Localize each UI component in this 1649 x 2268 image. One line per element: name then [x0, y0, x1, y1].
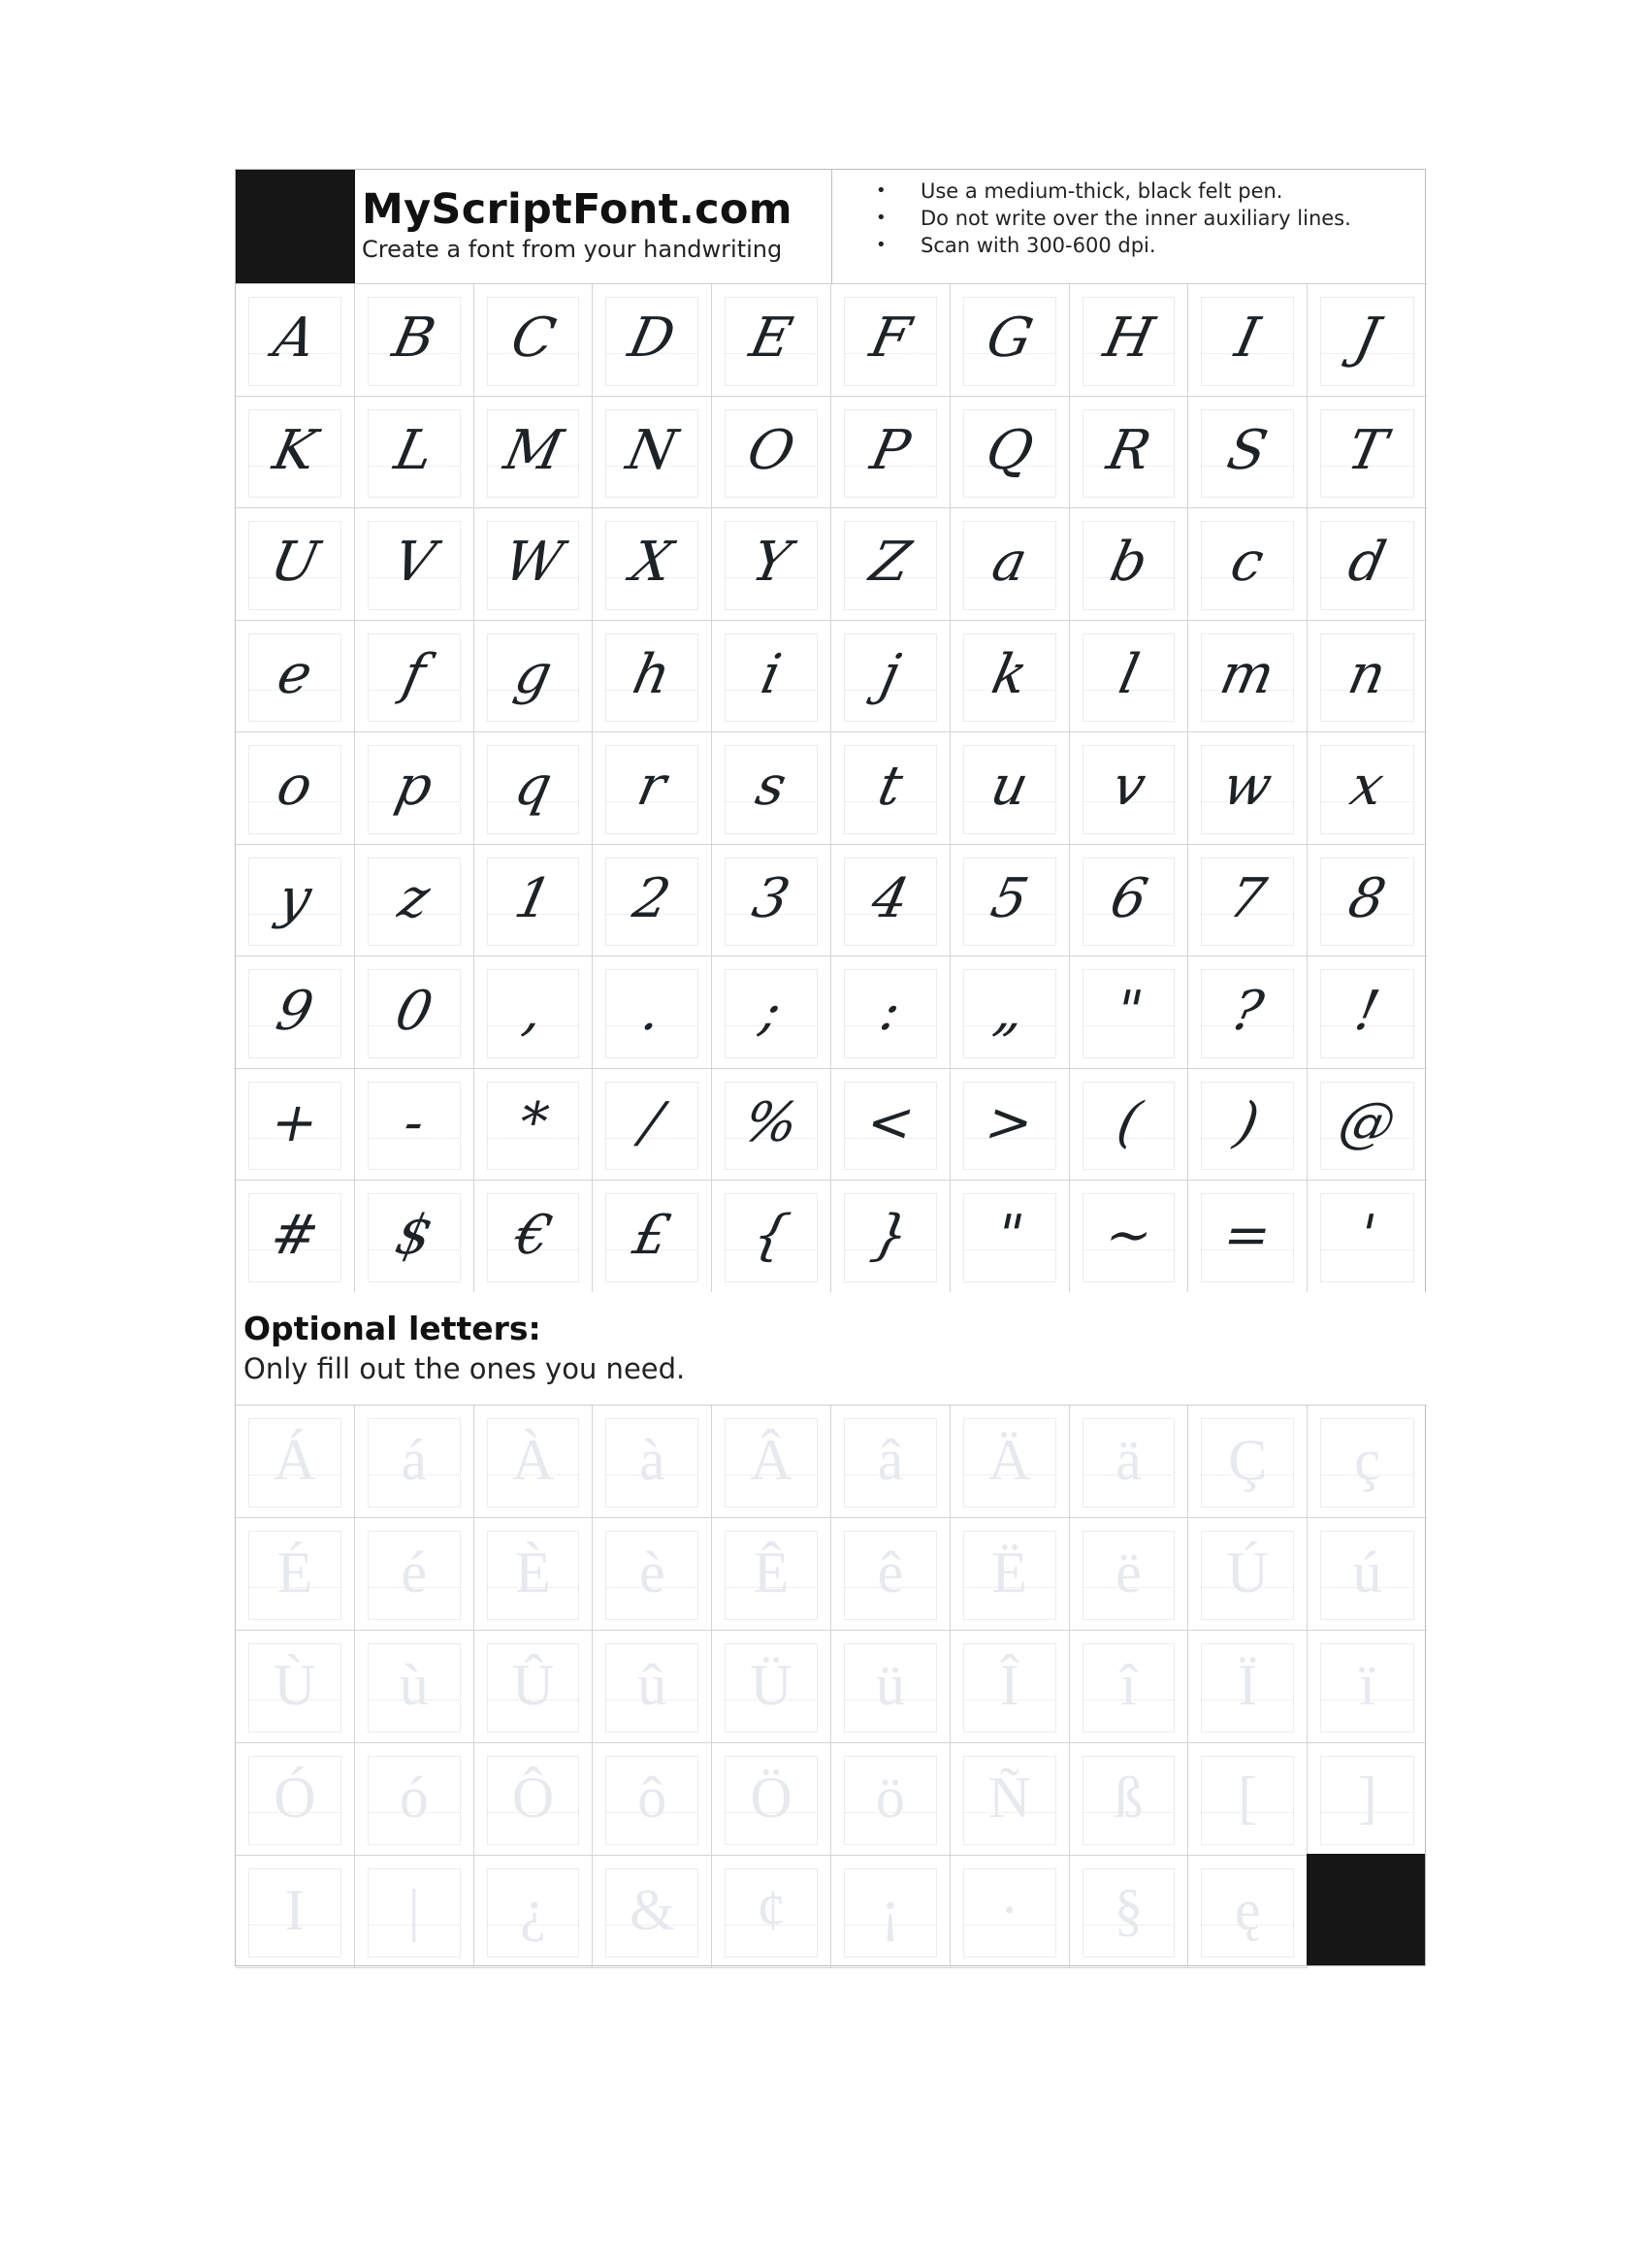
character-cell [1308, 956, 1427, 1069]
optional-character-cell [236, 1743, 355, 1856]
optional-character-cell [831, 1856, 951, 1968]
character-cell [1070, 1069, 1189, 1182]
glyph: k [986, 643, 1033, 707]
character-cell [1070, 1181, 1189, 1293]
character-cell [1188, 956, 1308, 1069]
character-cell [474, 397, 594, 509]
glyph: 0 [389, 979, 438, 1043]
glyph: ( [1111, 1091, 1147, 1155]
character-cell [1308, 845, 1427, 957]
character-cell [1308, 732, 1427, 845]
glyph: - [398, 1091, 431, 1155]
glyph: 2 [628, 867, 677, 931]
glyph: T [1342, 419, 1393, 483]
glyph: C [505, 307, 561, 371]
optional-character-cell [1188, 1743, 1308, 1856]
glyph: d [1342, 531, 1392, 595]
glyph: A [268, 307, 322, 371]
glyph: > [980, 1091, 1040, 1155]
glyph: ü [875, 1652, 905, 1717]
glyph: ô [637, 1765, 667, 1830]
glyph: z [393, 867, 436, 931]
optional-character-cell [831, 1743, 951, 1856]
glyph: É [276, 1539, 313, 1604]
character-cell [951, 397, 1070, 509]
character-cell [1070, 508, 1189, 621]
glyph: % [738, 1091, 804, 1155]
optional-character-cell [951, 1406, 1070, 1518]
optional-character-cell [355, 1518, 474, 1631]
optional-letters-subtitle: Only fill out the ones you need. [243, 1352, 686, 1385]
glyph: ó [399, 1765, 429, 1830]
glyph: û [637, 1652, 667, 1717]
optional-character-cell [951, 1856, 1070, 1968]
instruction-item: • Use a medium-thick, black felt pen. [876, 178, 1351, 205]
character-cell [1188, 508, 1308, 621]
glyph: n [1342, 643, 1392, 707]
optional-character-cell [712, 1631, 831, 1743]
optional-character-cell [1070, 1856, 1189, 1968]
glyph: V [387, 531, 440, 595]
glyph: Ù [274, 1652, 316, 1717]
glyph: Ó [274, 1765, 316, 1830]
glyph: Ñ [988, 1765, 1031, 1830]
glyph: ! [1349, 979, 1385, 1043]
glyph: Ê [753, 1539, 790, 1604]
character-cell [593, 1181, 712, 1293]
character-cell [951, 284, 1070, 397]
optional-character-cell [593, 1518, 712, 1631]
glyph: Y [746, 531, 796, 595]
character-cell [593, 956, 712, 1069]
character-cell [236, 845, 355, 957]
optional-character-cell [474, 1856, 594, 1968]
character-cell [593, 284, 712, 397]
optional-character-cell [1188, 1631, 1308, 1743]
character-cell [831, 1069, 951, 1182]
glyph: ï [1359, 1652, 1375, 1717]
character-cell [831, 397, 951, 509]
character-cell [236, 956, 355, 1069]
character-cell [593, 845, 712, 957]
optional-character-cell [593, 1406, 712, 1518]
optional-character-cell [951, 1631, 1070, 1743]
optional-character-cell [1308, 1743, 1427, 1856]
character-cell [355, 397, 474, 509]
glyph: @ [1333, 1091, 1402, 1155]
character-cell [474, 1181, 594, 1293]
optional-character-cell [712, 1406, 831, 1518]
character-cell [712, 1181, 831, 1293]
glyph: h [628, 643, 677, 707]
instructions-list [876, 178, 1351, 259]
glyph: ~ [1099, 1203, 1158, 1267]
glyph: , [517, 979, 549, 1043]
glyph: x [1344, 755, 1390, 819]
optional-character-cell [593, 1856, 712, 1968]
glyph: [ [1238, 1765, 1258, 1830]
glyph: y [273, 867, 317, 931]
optional-character-cell [1188, 1518, 1308, 1631]
glyph: · [999, 1877, 1019, 1942]
character-cell [712, 621, 831, 733]
glyph: G [981, 307, 1038, 371]
character-cell [236, 621, 355, 733]
optional-character-cell [593, 1743, 712, 1856]
glyph: 3 [747, 867, 795, 931]
optional-character-cell [593, 1631, 712, 1743]
glyph: K [268, 419, 322, 483]
character-cell [831, 732, 951, 845]
glyph: w [1217, 755, 1278, 819]
optional-character-cell [1308, 1631, 1427, 1743]
glyph: i [756, 643, 787, 707]
character-cell [236, 1181, 355, 1293]
glyph: Q [980, 419, 1039, 483]
character-cell [831, 845, 951, 957]
character-cell [474, 732, 594, 845]
optional-character-cell [831, 1631, 951, 1743]
glyph: M [498, 419, 568, 483]
glyph: ¡ [880, 1877, 900, 1942]
character-cell [355, 508, 474, 621]
glyph: ç [1354, 1427, 1380, 1492]
optional-character-cell [355, 1743, 474, 1856]
glyph: " [989, 1203, 1029, 1267]
glyph: a [986, 531, 1033, 595]
character-cell [355, 621, 474, 733]
glyph: p [389, 755, 438, 819]
character-cell [474, 508, 594, 621]
glyph: ę [1234, 1877, 1261, 1942]
optional-character-cell [1308, 1406, 1427, 1518]
optional-character-cell [831, 1518, 951, 1631]
optional-character-cell [1070, 1406, 1189, 1518]
glyph: | [407, 1877, 420, 1942]
character-cell [831, 508, 951, 621]
glyph: ) [1230, 1091, 1266, 1155]
glyph: / [635, 1091, 668, 1155]
optional-letters-title: Optional letters: [243, 1310, 541, 1347]
glyph: â [877, 1427, 904, 1492]
glyph: Ô [511, 1765, 555, 1830]
glyph: Î [999, 1652, 1019, 1717]
optional-character-cell [474, 1631, 594, 1743]
character-cell [831, 1181, 951, 1293]
character-cell [1308, 621, 1427, 733]
glyph: Ú [1226, 1539, 1269, 1604]
character-cell [951, 732, 1070, 845]
glyph: 1 [508, 867, 558, 931]
optional-letters-section [236, 1292, 1427, 1405]
optional-character-cell [831, 1406, 951, 1518]
glyph: 5 [985, 867, 1034, 931]
glyph: ? [1226, 979, 1270, 1043]
glyph: £ [628, 1203, 677, 1267]
character-cell [1308, 1069, 1427, 1182]
character-cell [951, 621, 1070, 733]
header-divider [831, 170, 832, 283]
glyph: ù [399, 1652, 429, 1717]
glyph: o [272, 755, 318, 819]
optional-character-cell [712, 1856, 831, 1968]
glyph: È [515, 1539, 551, 1604]
character-cell [474, 1069, 594, 1182]
glyph: & [629, 1877, 675, 1942]
character-cell [236, 732, 355, 845]
glyph: N [621, 419, 683, 483]
glyph: 9 [271, 979, 319, 1043]
optional-character-cell [355, 1631, 474, 1743]
glyph: J [1349, 307, 1385, 371]
character-cell [712, 956, 831, 1069]
character-cell [1070, 732, 1189, 845]
character-cell [1070, 956, 1189, 1069]
optional-character-cell [1070, 1743, 1189, 1856]
character-cell [1070, 397, 1189, 509]
optional-character-cell [1070, 1631, 1189, 1743]
character-cell [1188, 284, 1308, 397]
character-cell [1188, 397, 1308, 509]
optional-character-cell [1188, 1406, 1308, 1518]
character-cell [355, 1069, 474, 1182]
glyph: L [389, 419, 439, 483]
glyph: 6 [1104, 867, 1153, 931]
glyph: ä [1116, 1427, 1142, 1492]
glyph: ê [877, 1539, 904, 1604]
optional-character-cell [474, 1406, 594, 1518]
character-cell [712, 845, 831, 957]
glyph: I [284, 1877, 305, 1942]
glyph: ] [1357, 1765, 1377, 1830]
optional-character-cell [1070, 1518, 1189, 1631]
optional-character-cell [236, 1856, 355, 1968]
character-cell [236, 1069, 355, 1182]
glyph: Ü [750, 1652, 792, 1717]
glyph: P [865, 419, 916, 483]
character-cell [951, 1181, 1070, 1293]
glyph: . [636, 979, 668, 1043]
glyph: Ä [988, 1427, 1031, 1492]
character-cell [1188, 1069, 1308, 1182]
character-cell [951, 845, 1070, 957]
glyph: * [512, 1091, 554, 1155]
glyph: é [401, 1539, 428, 1604]
glyph: 8 [1342, 867, 1392, 931]
optional-character-cell [712, 1518, 831, 1631]
glyph: ú [1352, 1539, 1382, 1604]
character-cell [236, 508, 355, 621]
character-cell [355, 284, 474, 397]
optional-character-cell [474, 1743, 594, 1856]
glyph: $ [389, 1203, 438, 1267]
optional-character-cell [236, 1631, 355, 1743]
glyph: Á [274, 1427, 316, 1492]
corner-marker-top-left [236, 170, 355, 283]
glyph: { [747, 1203, 795, 1267]
glyph: ß [1114, 1765, 1144, 1830]
optional-character-cell [236, 1406, 355, 1518]
optional-character-cell [474, 1518, 594, 1631]
glyph: ¿ [520, 1877, 546, 1942]
glyph: + [265, 1091, 325, 1155]
glyph: D [623, 307, 681, 371]
glyph: t [872, 755, 909, 819]
glyph: u [985, 755, 1034, 819]
glyph: q [508, 755, 558, 819]
glyph: j [875, 643, 906, 707]
character-cell [1308, 284, 1427, 397]
glyph: s [750, 755, 792, 819]
glyph: À [511, 1427, 555, 1492]
glyph: Û [511, 1652, 555, 1717]
glyph: Ë [991, 1539, 1028, 1604]
glyph: # [265, 1203, 325, 1267]
character-cell [712, 1069, 831, 1182]
character-cell [1308, 397, 1427, 509]
template-sheet [235, 169, 1426, 1966]
character-cell [1188, 1181, 1308, 1293]
glyph: B [387, 307, 441, 371]
character-cell [712, 508, 831, 621]
optional-character-cell [1188, 1856, 1308, 1968]
corner-marker-bottom-right [1307, 1854, 1425, 1965]
glyph: 4 [866, 867, 915, 931]
glyph: U [265, 531, 325, 595]
optional-character-cell [355, 1406, 474, 1518]
glyph: H [1098, 307, 1159, 371]
sheet-header [236, 170, 1427, 283]
character-cell [831, 621, 951, 733]
glyph: ë [1116, 1539, 1142, 1604]
character-cell [474, 621, 594, 733]
glyph: = [1217, 1203, 1277, 1267]
glyph: Z [864, 531, 917, 595]
glyph: Â [750, 1427, 792, 1492]
glyph: l [1113, 643, 1145, 707]
glyph: F [864, 307, 917, 371]
glyph: à [638, 1427, 665, 1492]
glyph: W [498, 531, 568, 595]
character-cell [474, 956, 594, 1069]
glyph: c [1225, 531, 1270, 595]
optional-character-cell [712, 1743, 831, 1856]
glyph: ö [875, 1765, 905, 1830]
character-cell [236, 284, 355, 397]
glyph: R [1101, 419, 1156, 483]
glyph: " [1109, 979, 1148, 1043]
character-cell [593, 621, 712, 733]
character-cell [593, 397, 712, 509]
glyph: Ç [1228, 1427, 1268, 1492]
glyph: § [1114, 1877, 1144, 1942]
character-cell [236, 397, 355, 509]
character-cell [712, 397, 831, 509]
glyph: è [638, 1539, 665, 1604]
glyph: : [874, 979, 907, 1043]
glyph: „ [988, 979, 1031, 1043]
character-cell [474, 284, 594, 397]
site-tagline: Create a font from your handwriting [362, 236, 783, 263]
character-cell [1308, 508, 1427, 621]
glyph: ¢ [757, 1877, 787, 1942]
glyph: < [860, 1091, 921, 1155]
instruction-item: • Scan with 300-600 dpi. [876, 232, 1351, 259]
character-cell [951, 956, 1070, 1069]
instruction-item: • Do not write over the inner auxiliary lines. [876, 205, 1351, 232]
site-title: MyScriptFont.com [362, 185, 792, 234]
character-cell [1188, 621, 1308, 733]
glyph: g [508, 643, 558, 707]
glyph: 7 [1223, 867, 1273, 931]
character-cell [712, 732, 831, 845]
glyph: b [1104, 531, 1153, 595]
glyph: ' [1352, 1203, 1382, 1267]
glyph: e [272, 643, 318, 707]
glyph: r [631, 755, 672, 819]
character-cell [593, 1069, 712, 1182]
glyph: v [1106, 755, 1151, 819]
glyph: m [1214, 643, 1280, 707]
glyph: Ï [1238, 1652, 1258, 1717]
character-grid [236, 283, 1427, 1293]
glyph: I [1230, 307, 1266, 371]
character-cell [1188, 732, 1308, 845]
character-cell [1070, 621, 1189, 733]
optional-character-grid [236, 1405, 1427, 1968]
glyph: f [397, 643, 431, 707]
glyph: E [744, 307, 798, 371]
character-cell [712, 284, 831, 397]
glyph: ; [755, 979, 788, 1043]
character-cell [1188, 845, 1308, 957]
character-cell [951, 1069, 1070, 1182]
character-cell [831, 284, 951, 397]
glyph: O [742, 419, 800, 483]
optional-character-cell [951, 1518, 1070, 1631]
glyph: î [1120, 1652, 1137, 1717]
glyph: } [866, 1203, 915, 1267]
glyph: á [401, 1427, 428, 1492]
character-cell [1308, 1181, 1427, 1293]
character-cell [951, 508, 1070, 621]
character-cell [593, 732, 712, 845]
glyph: X [626, 531, 679, 595]
optional-character-cell [355, 1856, 474, 1968]
optional-character-cell [951, 1743, 1070, 1856]
character-cell [355, 1181, 474, 1293]
character-cell [831, 956, 951, 1069]
glyph: Ö [750, 1765, 792, 1830]
character-cell [1070, 284, 1189, 397]
optional-character-cell [1308, 1518, 1427, 1631]
character-cell [355, 845, 474, 957]
character-cell [355, 956, 474, 1069]
character-cell [1070, 845, 1189, 957]
glyph: € [508, 1203, 558, 1267]
character-cell [355, 732, 474, 845]
character-cell [474, 845, 594, 957]
character-cell [593, 508, 712, 621]
glyph: S [1222, 419, 1274, 483]
optional-character-cell [236, 1518, 355, 1631]
